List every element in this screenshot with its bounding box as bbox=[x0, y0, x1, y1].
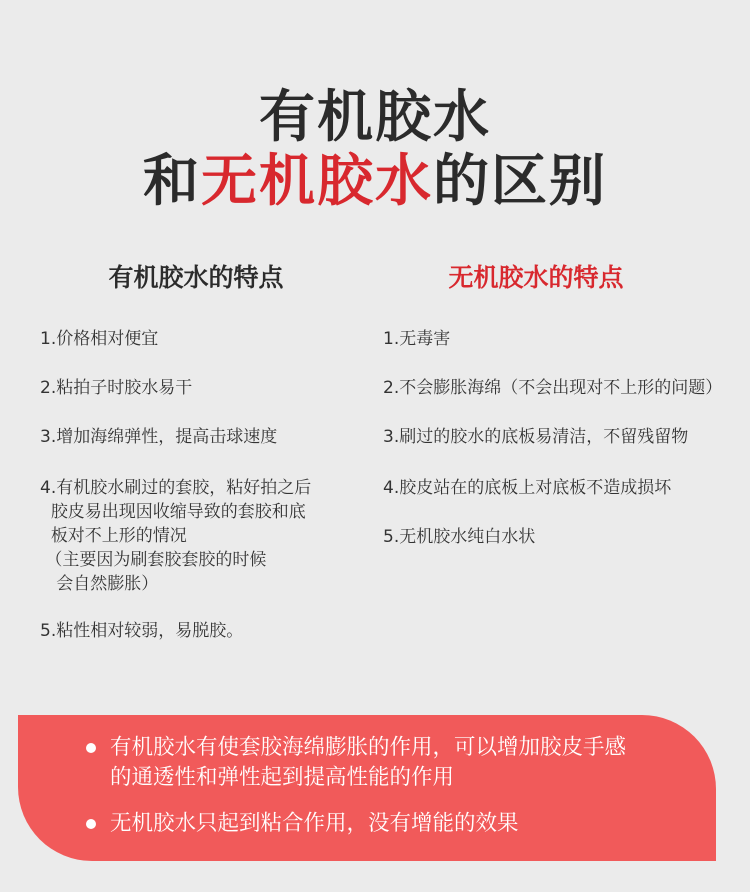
title-highlight: 无机胶水 bbox=[201, 149, 433, 214]
title-suffix: 的区别 bbox=[433, 149, 607, 214]
bullet-icon bbox=[86, 819, 96, 829]
organic-item-1: 1.价格相对便宜 bbox=[40, 329, 159, 349]
inorganic-item-2: 2.不会膨胀海绵（不会出现对不上形的问题） bbox=[383, 378, 723, 398]
organic-item-2: 2.粘拍子时胶水易干 bbox=[40, 378, 193, 398]
inorganic-item-1: 1.无毒害 bbox=[383, 329, 451, 349]
title-prefix: 和 bbox=[143, 149, 201, 214]
organic-item-4: 4.有机胶水刷过的套胶，粘好拍之后 胶皮易出现因收缩导致的套胶和底 板对不上形的情况 （主要因为刷套胶套胶的时候 会自然膨胀） bbox=[40, 478, 312, 594]
inorganic-heading: 无机胶水的特点 bbox=[448, 263, 624, 292]
summary-point-2: 无机胶水只起到粘合作用，没有增能的效果 bbox=[110, 811, 519, 836]
organic-heading: 有机胶水的特点 bbox=[108, 263, 284, 292]
main-title-line1: 有机胶水 bbox=[259, 85, 491, 150]
inorganic-item-4: 4.胶皮站在的底板上对底板不造成损坏 bbox=[383, 478, 672, 498]
organic-item-5: 5.粘性相对较弱，易脱胶。 bbox=[40, 621, 244, 641]
bullet-icon bbox=[86, 743, 96, 753]
summary-point-1: 有机胶水有使套胶海绵膨胀的作用，可以增加胶皮手感 的通透性和弹性起到提高性能的作用 bbox=[110, 735, 627, 790]
organic-item-3: 3.增加海绵弹性，提高击球速度 bbox=[40, 427, 278, 447]
main-title-line2 bbox=[0, 150, 750, 214]
inorganic-item-3: 3.刷过的胶水的底板易清洁，不留残留物 bbox=[383, 427, 689, 447]
inorganic-item-5: 5.无机胶水纯白水状 bbox=[383, 527, 536, 547]
